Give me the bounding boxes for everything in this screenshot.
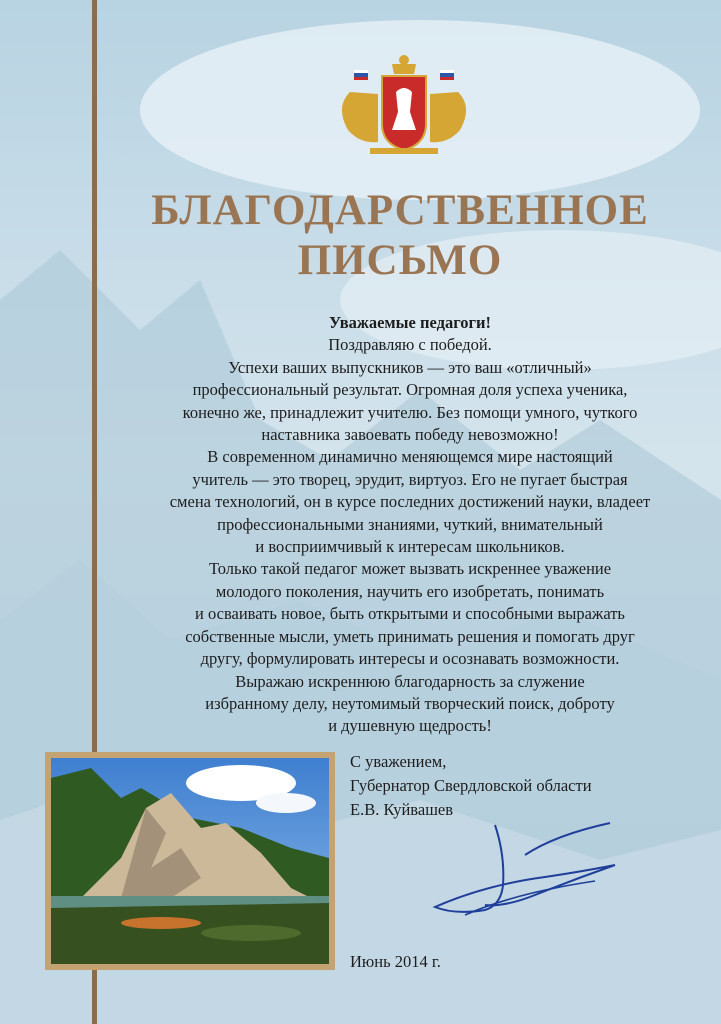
body-line: наставника завоевать победу невозможно! — [261, 425, 559, 445]
body-line: молодого поколения, научить его изобретать, понимать — [215, 581, 605, 601]
body-line: учитель — это творец, эрудит, виртуоз. Его не пугает быстрая — [192, 469, 628, 489]
landscape-photo — [51, 758, 329, 964]
body-line: смена технологий, он в курсе последних достижений науки, владеет — [169, 492, 651, 512]
landscape-photo-frame — [45, 752, 335, 970]
body-line: собственные мысли, уметь принимать решения и помогать друг — [185, 626, 635, 646]
body-line: Успехи ваших выпускников — это ваш «отличный» — [228, 357, 592, 377]
letter-date: Июнь 2014 г. — [350, 952, 441, 971]
signer-title: Губернатор Свердловской области — [350, 776, 592, 795]
coat-of-arms-emblem — [330, 52, 478, 162]
greeting: Уважаемые педагоги! — [328, 313, 492, 332]
body-line: и восприимчивый к интересам школьников. — [255, 537, 565, 557]
body-line: профессиональный результат. Огромная доля успеха ученика, — [192, 380, 628, 400]
body-line: Выражаю искреннюю благодарность за служение — [235, 671, 585, 691]
body-line: избранному делу, неутомимый творческий поиск, доброту — [205, 693, 615, 713]
body-line: В современном динамично меняющемся мире настоящий — [207, 447, 613, 467]
signer-name: Е.В. Куйвашев — [350, 800, 454, 819]
signature-block — [350, 750, 592, 822]
body-line: другу, формулировать интересы и осознавать возможности. — [200, 649, 620, 669]
body-line: Поздравляю с победой. — [328, 335, 492, 355]
title-line-1: БЛАГОДАРСТВЕННОЕ — [151, 187, 649, 234]
handwritten-signature — [425, 815, 625, 925]
letter-body — [140, 312, 680, 738]
body-line: и душевную щедрость! — [328, 716, 492, 736]
closing-text: С уважением, — [350, 752, 447, 771]
body-line: и осваивать новое, быть открытыми и способными выражать — [195, 604, 625, 624]
body-line: конечно же, принадлежит учителю. Без помощи умного, чуткого — [182, 402, 638, 422]
title-line-2: ПИСЬМО — [297, 237, 503, 284]
body-line: Только такой педагог может вызвать искреннее уважение — [208, 559, 612, 579]
body-line: профессиональными знаниями, чуткий, внимательный — [217, 514, 603, 534]
